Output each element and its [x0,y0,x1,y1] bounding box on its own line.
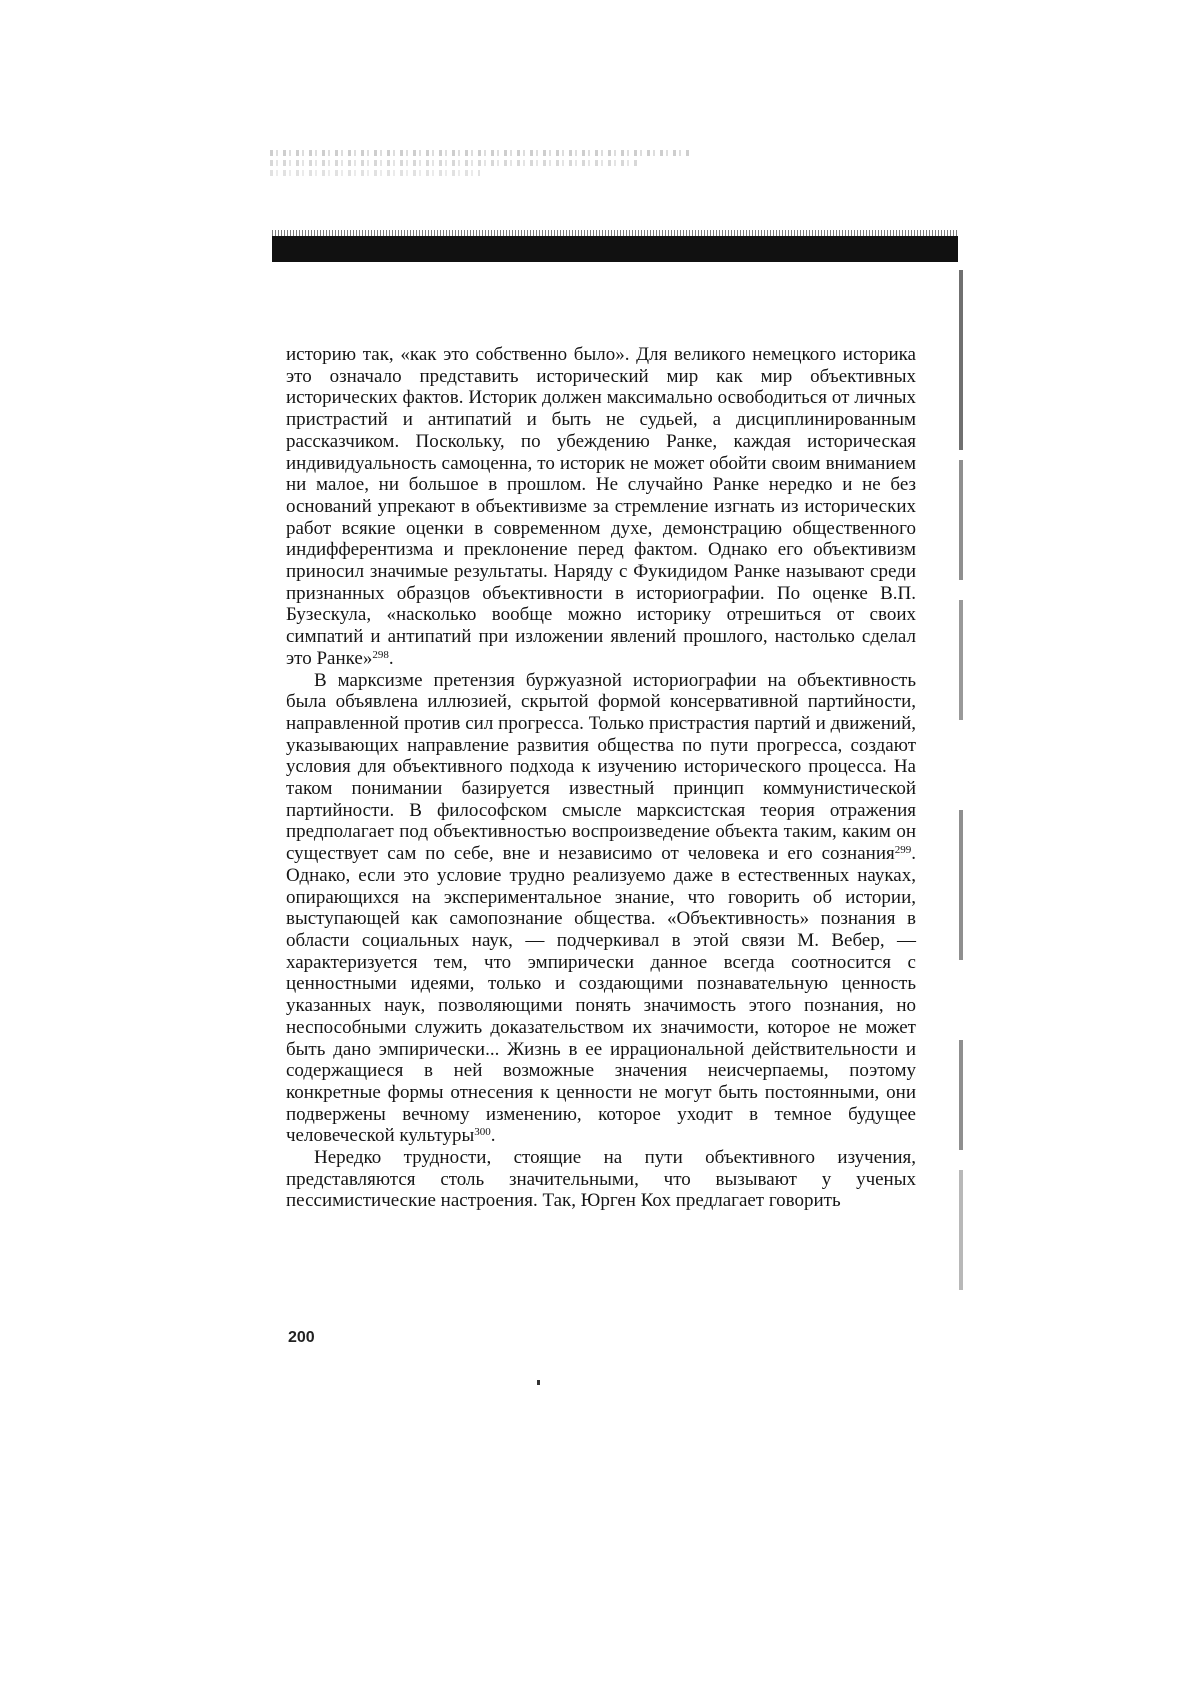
scan-edge-mark [959,270,963,450]
scan-noise-row [270,160,640,166]
page-number: 200 [288,1329,315,1346]
paragraph-tail: . [388,647,394,669]
scan-edge-mark [959,1040,963,1150]
paragraph-text: Нередко трудности, стоящие на пути объективного изучения, представляются столь значительными, что вызывают у ученых пессимистические настроения. Так, Юрген Кох предлагает говорить [286,1147,916,1212]
page-body [286,344,916,1212]
footnote-ref: 298 [372,648,389,661]
paragraph-tail: . Однако, если это условие трудно реализуемо даже в естественных науках, опирающихся на экспериментальное знание, что говорить об истории, выступающей как самопознание общества. «Объективность» познания в области социальных наук, — подчеркивал в этой связи М. Вебер, — характеризуется тем, что эмпирически данное всегда соотносится с ценностными идеями, только и создающими познавательную ценность указанных наук, позволяющими понять значимость этого познания, но неспособными служить доказательством их значимости, которое не может быть дано эмпирически... Жизнь в ее иррациональной действительности и содержащиеся в ней возможные значения неисчерпаемы, поэтому конкретные формы отнесения к ценности не могут быть постоянными, они подвержены вечному изменению, которое уходит в темное будущее человеческой культуры [286,843,916,1147]
footnote-ref: 299 [894,844,912,857]
scan-edge-mark [959,810,963,960]
scan-edge-mark [959,600,963,720]
scan-edge-mark [959,1170,963,1290]
scan-edge-mark [959,460,963,580]
scan-noise-row [270,170,480,176]
scan-speck [537,1380,540,1385]
paragraph [286,344,916,670]
paragraph-tail: . [490,1125,496,1147]
paragraph [286,1147,916,1212]
scan-noise-row [270,150,690,156]
paragraph-text: историю так, «как это собственно было». Для великого немецкого историка это означало представить исторический мир как мир объективных исторических фактов. Историк должен максимально освободиться от личных пристрастий и антипатий и быть не судьей, а дисциплинированным рассказчиком. Поскольку, по убеждению Ранке, каждая историческая индивидуальность самоценна, то историк не может обойти своим вниманием ни малое, ни большое в прошлом. Не случайно Ранке нередко и не без оснований упрекают в объективизме за стремление изгнать из исторических работ всякие оценки в современном духе, демонстрацию общественного индифферентизма и преклонение перед фактом. Однако его объективизм приносил значимые результаты. Наряду с Фукидидом Ранке называют среди признанных образцов объективности в историографии. По оценке В.П. Бузескула, «насколько вообще можно историку отрешиться от своих симпатий и антипатий при изложении явлений прошлого, настолько сделал это Ранке» [286,344,916,669]
scan-noise [270,150,690,190]
running-header-bar [272,236,958,262]
paragraph-text: В марксизме претензия буржуазной историографии на объективность была объявлена иллюзией, скрытой формой консервативной партийности, направленной против сил прогресса. Только пристрастия партий и движений, указывающих направление развития общества по пути прогресса, создают условия для объективного подхода к изучению исторического процесса. На таком понимании базируется известный принцип коммунистической партийности. В философском смысле марксистская теория отражения предполагает под объективностью воспроизведение объекта таким, каким он существует сам по себе, вне и независимо от человека и его сознания [286,669,916,865]
footnote-ref: 300 [474,1126,491,1139]
paragraph [286,670,916,1147]
